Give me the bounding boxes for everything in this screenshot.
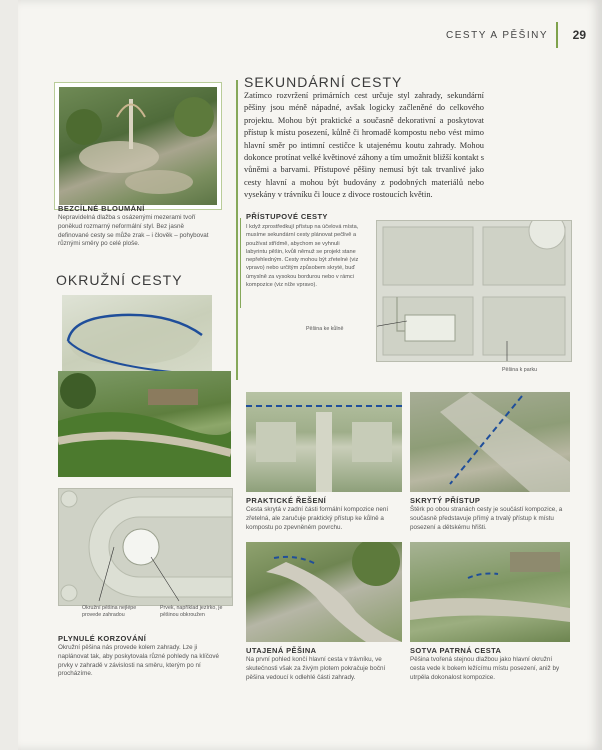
practical-photo [246,392,402,492]
ring-caption-title: PLYNULÉ KORZOVÁNÍ [58,634,147,643]
faint-caption-title: SOTVA PATRNÁ CESTA [410,646,502,655]
hidden-path-caption-title: UTAJENÁ PĚŠINA [246,646,317,655]
faint-caption-text: Pěšina tvořená stejnou dlažbou jako hlavní okružní cesta vede k bokem ležícímu místu posezení, aniž by utrpěla dokonalost kompozice. [410,656,560,681]
practical-caption-text: Cesta skrytá v zadní části formální kompozice není zřetelná, ale zaručuje praktický přístup ke kůlně a kompostu po zpevněném povrchu. [246,506,389,531]
access-paths-text: I když zprostředkují přístup na účelová místa, musíme sekundární cesty plánovat pečlivě a používat střídmě, abychom se vyhnuli labyrintu pěšin, kvůli němuž se projekt stane nepřehledným. Cesty mohou být zřetelné (viz vpravo) nebo určitým způsobem skryté, buď úmyslně za vysokou bordurou nebo v rámci kompozice (viz níže vpravo). [246,224,359,289]
secondary-body-text: Zatímco rozvržení primárních cest určuje styl zahrady, sekundární pěšiny jsou méně nápadné, avšak logicky začleněné do celkového projektu. Mohou být praktické a současně dekorativní a poskytovat přístup k místu posezení, kůlně či hromadě kompostu nebo vést mimo hlavní směr po intimní cestičce k utajenému koutu zahrady. Mohou dokonce protínat velké květinové záhony a tím umožnit bližší kontakt s vůněmi a barvami. Přístupové pěšiny nemusí být tak trvanlivé jako cesty hlavní a mohou být budovány z podobných materiálů nebo vysekány v trávníku či louce z divoce rostoucích květin. [244,91,484,200]
practical-caption-title: PRAKTICKÉ ŘEŠENÍ [246,496,327,505]
page-number: 29 [572,28,586,42]
wander-caption-text: Nepravidelná dlažba s osázenými mezerami tvoří poněkud rozmarný neformální styl. Bez jasně definované cesty se může zrak – i člověk – pohybovat různými směry po celé ploše. [58,214,209,248]
shed-path-label: Pěšina ke kůlně [306,326,344,332]
access-plan-diagram [376,220,572,362]
wander-photo-frame [54,82,222,210]
book-page [18,0,602,750]
ring-photo-top [62,295,212,381]
header-divider [556,22,558,48]
ring-caption-text: Okružní pěšina nás provede kolem zahrady. Lze ji naplánovat tak, aby poskytovala různé pohledy na klíčové prvky v zahradě v závislosti na směru, kterým po ní procházíme. [58,644,220,678]
hidden-access-caption-title: SKRYTÝ PŘÍSTUP [410,496,481,505]
ring-photo-garden [58,371,231,477]
column-divider [236,80,238,380]
hidden-path-photo [246,542,402,642]
access-paths-title: PŘÍSTUPOVÉ CESTY [246,212,328,221]
faint-path-photo [410,542,570,642]
wander-photo [59,87,217,205]
feature-label: Prvek, například jezírko, je pěšinou obkroužen [160,605,223,618]
park-path-label: Pěšina k parku [502,367,538,373]
ring-diagram [58,488,233,606]
ring-paths-title: OKRUŽNÍ CESTY [56,272,183,288]
ring-route-label: Okružní pěšina nejlépe provede zahradou [82,605,137,618]
hidden-access-caption-text: Štěrk po obou stranách cesty je součástí kompozice, a současně představuje přímý a trvalý přístup k místu posezení a dětskému hřišti. [410,506,563,531]
secondary-paths-title: SEKUNDÁRNÍ CESTY [244,74,403,90]
access-divider [240,218,241,308]
hidden-path-caption-text: Na první pohled končí hlavní cesta v trávníku, ve skutečnosti však za živým plotem pokračuje boční pěšina vedoucí k odlehlé části zahrady. [246,656,386,681]
section-header: CESTY A PĚŠINY [446,30,548,41]
hidden-access-photo [410,392,570,492]
wander-caption-title: BEZCÍLNÉ BLOUMÁNÍ [58,204,145,213]
